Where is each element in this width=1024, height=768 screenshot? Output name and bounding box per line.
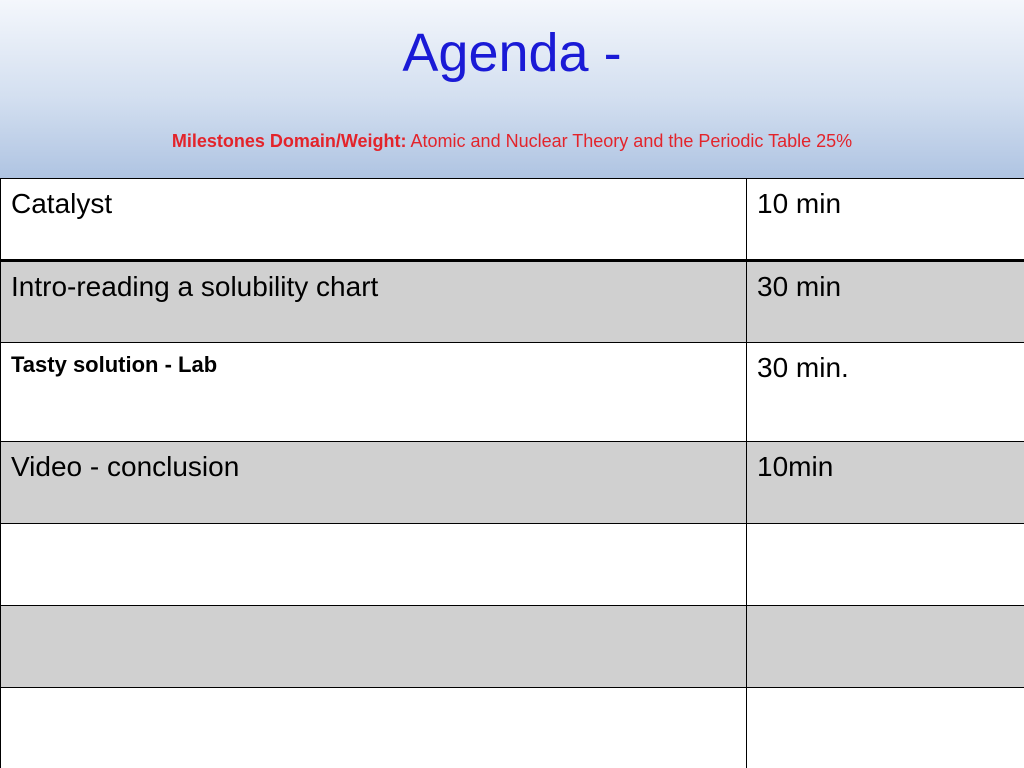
table-row	[1, 606, 1024, 688]
time-cell: 30 min	[747, 261, 1024, 343]
table-row	[1, 524, 1024, 606]
activity-cell: Intro-reading a solubility chart	[1, 261, 747, 343]
time-cell: 30 min.	[747, 343, 1024, 442]
milestones-label: Milestones Domain/Weight:	[171, 131, 407, 151]
activity-cell: Catalyst	[1, 179, 747, 261]
time-cell: 10 min	[747, 179, 1024, 261]
slide-title: Agenda -	[402, 23, 622, 83]
activity-cell	[1, 524, 747, 606]
slide-header	[0, 0, 1024, 178]
table-row	[1, 179, 1024, 261]
time-cell	[747, 606, 1024, 688]
time-cell: 10min	[747, 442, 1024, 524]
time-cell	[747, 688, 1024, 768]
table-row	[1, 343, 1024, 442]
agenda-table	[0, 178, 1024, 768]
activity-cell	[1, 606, 747, 688]
table-row	[1, 261, 1024, 343]
time-cell	[747, 524, 1024, 606]
activity-cell	[1, 688, 747, 768]
table-row	[1, 688, 1024, 768]
milestones-text: Atomic and Nuclear Theory and the Periodic Table 25%	[406, 131, 853, 151]
milestones-subtitle	[0, 130, 1024, 152]
activity-cell: Tasty solution - Lab	[1, 343, 747, 442]
activity-cell: Video - conclusion	[1, 442, 747, 524]
table-row	[1, 442, 1024, 524]
